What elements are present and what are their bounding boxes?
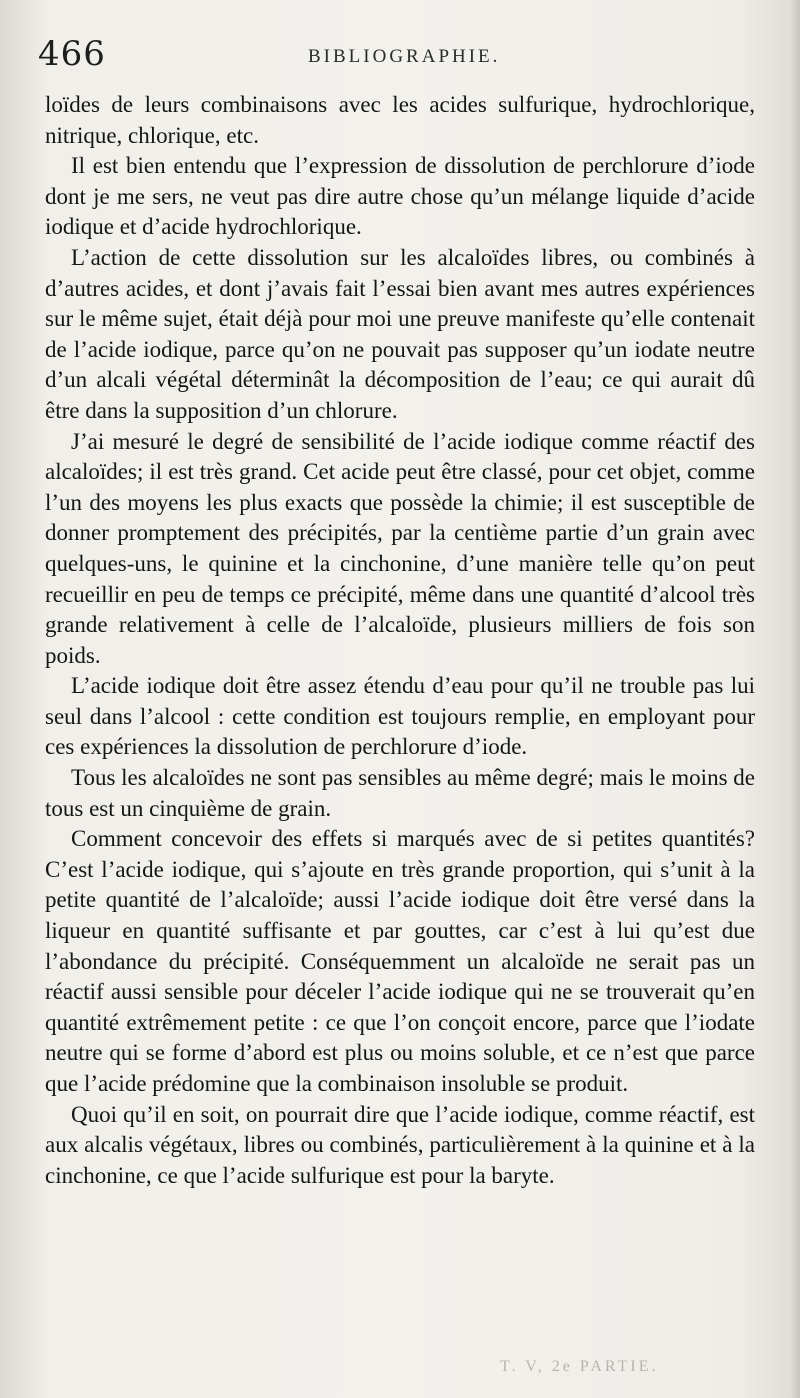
page-edge-shadow — [790, 0, 800, 1398]
paragraph-dilution: L’acide iodique doit être assez étendu d’eau pour qu’il ne trouble pas lui seul dans l’alcool : cette condition est toujours remplie, en employant pour ces expériences la dissolution de perchlorure d’iode. — [45, 673, 755, 760]
paragraph-alkaloid-sensitivity: Tous les alcaloïdes ne sont pas sensibles au même degré; mais le moins de tous est un cinquième de grain. — [45, 765, 755, 821]
paragraph-perchlorure-definition: Il est bien entendu que l’expression de dissolution de perchlorure d’iode dont je me sers, ne veut pas dire autre chose qu’un mélange liquide d’acide iodique et d’acide hydrochlorique. — [45, 153, 755, 240]
page-number: 466 — [38, 34, 106, 74]
page-header — [38, 34, 778, 84]
paragraph-explanation: Comment concevoir des effets si marqués avec de si petites quantités? C’est l’acide iodique, qui s’ajoute en très grande proportion, qui s’unit à la petite quantité de l’alcaloïde; aussi l’acide iodique doit être versé dans la liqueur en quantité suffisante et par gouttes, car c’est à lui qu’est due l’abondance du précipité. Conséquemment un alcaloïde ne serait pas un réactif aussi sensible pour déceler l’acide iodique qui ne se trouverait qu’en quantité extrêmement petite : ce que l’on conçoit encore, parce que l’iodate neutre qui se forme d’abord est plus ou moins soluble, et ce n’est que parce que l’acide prédomine que la combinaison insoluble se produit. — [45, 826, 755, 1096]
running-head: BIBLIOGRAPHIE. — [308, 46, 501, 67]
paragraph-action-dissolution: L’action de cette dissolution sur les alcaloïdes libres, ou combinés à d’autres acides, et dont j’avais fait l’essai bien avant mes autres expériences sur le même sujet, était déjà pour moi une preuve manifeste qu’elle contenait de l’acide iodique, parce qu’on ne pouvait pas supposer qu’un iodate neutre d’un alcali végétal déterminât la décomposition de l’eau; ce qui aurait dû être dans la supposition d’un chlorure. — [45, 244, 755, 423]
paragraph-continued: loïdes de leurs combinaisons avec les acides sulfurique, hydrochlorique, nitrique, chlorique, etc. — [45, 92, 755, 148]
signature-mark: T. V, 2e PARTIE. — [500, 1358, 659, 1375]
body-text — [45, 90, 755, 1191]
paragraph-sensibility: J’ai mesuré le degré de sensibilité de l’acide iodique comme réactif des alcaloïdes; il est très grand. Cet acide peut être classé, pour cet objet, comme l’un des moyens les plus exacts que possède la chimie; il est susceptible de donner promptement des précipités, par la centième partie d’un grain avec quelques-uns, le quinine et la cinchonine, d’une manière telle qu’on peut recueillir en peu de temps ce précipité, même dans une quantité d’alcool très grande relativement à celle de l’alcaloïde, plusieurs milliers de fois son poids. — [45, 428, 755, 668]
paragraph-conclusion: Quoi qu’il en soit, on pourrait dire que l’acide iodique, comme réactif, est aux alcalis végétaux, libres ou combinés, particulièrement à la quinine et à la cinchonine, ce que l’acide sulfurique est pour la baryte. — [45, 1101, 755, 1188]
